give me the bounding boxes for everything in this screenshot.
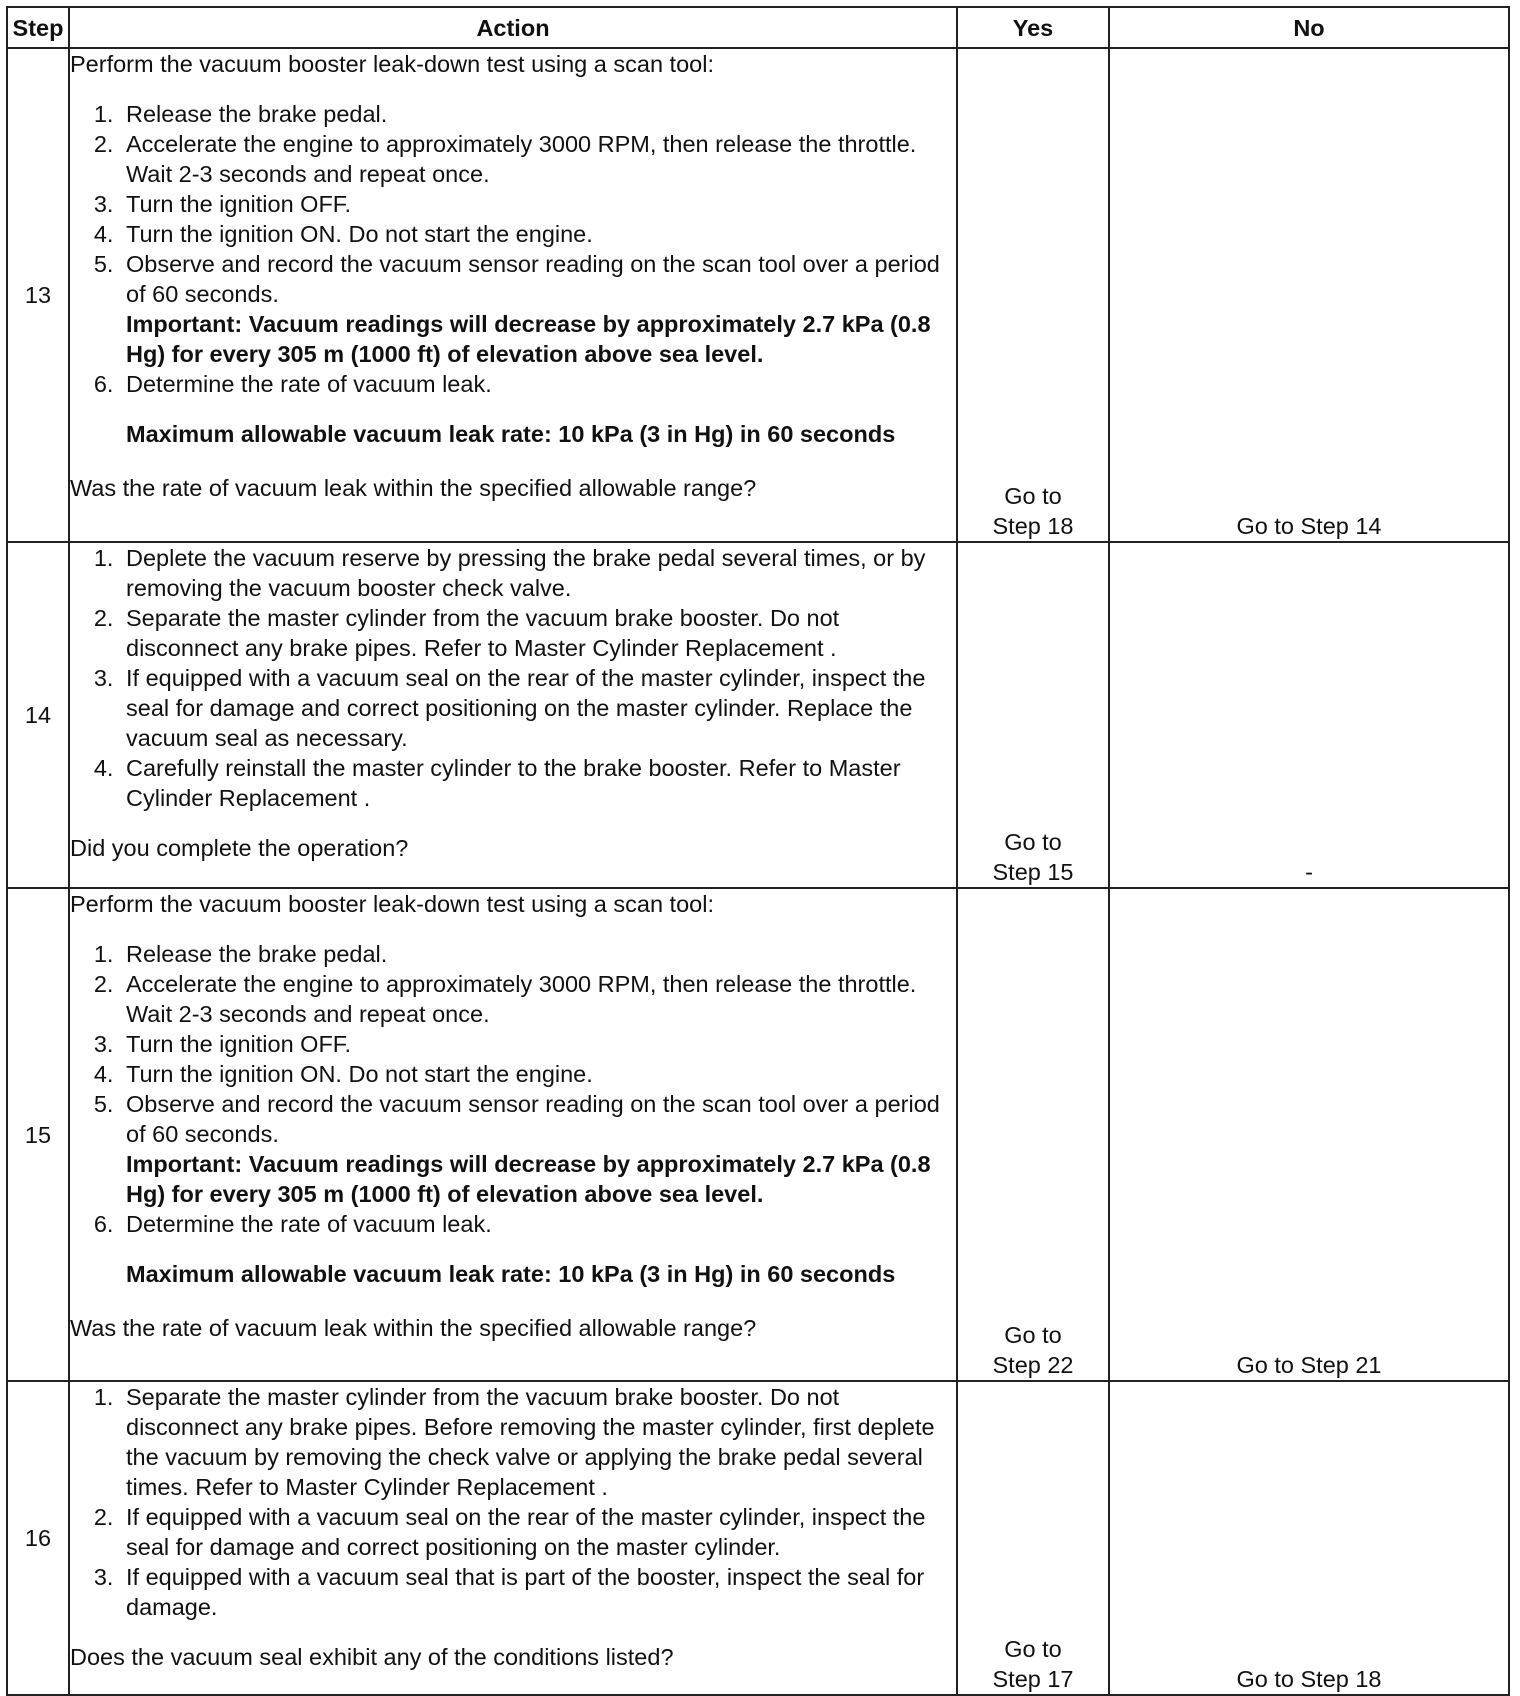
yes-cell	[957, 48, 1109, 542]
question-text: Was the rate of vacuum leak within the specified allowable range?	[70, 475, 757, 501]
yes-goto: Go to	[1004, 829, 1062, 855]
header-yes: Yes	[957, 7, 1109, 48]
diagnostic-table	[6, 6, 1510, 1696]
no-cell: Go to Step 21	[1109, 888, 1509, 1381]
yes-step: Step 22	[992, 1352, 1074, 1378]
action-cell	[69, 48, 957, 542]
list-item: 2. Accelerate the engine to approximately 3000 RPM, then release the throttle. Wait 2-3 seconds and repeat once.	[120, 129, 956, 189]
step-number: 14	[7, 542, 69, 888]
question-text: Did you complete the operation?	[70, 835, 409, 861]
table-row	[7, 48, 1509, 542]
action-cell	[69, 888, 957, 1381]
important-note: Important: Vacuum readings will decrease by approximately 2.7 kPa (0.8 Hg) for every 305 m (1000 ft) of elevation above sea level.	[126, 311, 931, 367]
list-item: 3. If equipped with a vacuum seal on the rear of the master cylinder, inspect the seal for damage and correct positioning on the master cylinder. Replace the vacuum seal as necessary.	[120, 663, 956, 753]
list-item: 6. Determine the rate of vacuum leak.	[120, 369, 956, 399]
procedure-list	[70, 939, 956, 1239]
step-number: 16	[7, 1381, 69, 1695]
important-note: Important: Vacuum readings will decrease by approximately 2.7 kPa (0.8 Hg) for every 305 m (1000 ft) of elevation above sea level.	[126, 1151, 931, 1207]
table-row	[7, 888, 1509, 1381]
header-action: Action	[69, 7, 957, 48]
spec-text: Maximum allowable vacuum leak rate: 10 kPa (3 in Hg) in 60 seconds	[126, 421, 896, 447]
list-item: 3. Turn the ignition OFF.	[120, 189, 956, 219]
yes-goto: Go to	[1004, 483, 1062, 509]
no-cell: Go to Step 14	[1109, 48, 1509, 542]
yes-goto: Go to	[1004, 1636, 1062, 1662]
list-item: 1. Separate the master cylinder from the vacuum brake booster. Do not disconnect any brake pipes. Before removing the master cylinder, first deplete the vacuum by removing the check valve or applying the brake pedal several times. Refer to Master Cylinder Replacement .	[120, 1382, 956, 1502]
yes-step: Step 18	[992, 513, 1074, 539]
list-item-text: Observe and record the vacuum sensor reading on the scan tool over a period of 60 seconds.	[126, 1091, 940, 1147]
header-step: Step	[7, 7, 69, 48]
procedure-list	[70, 1382, 956, 1622]
header-row	[7, 7, 1509, 48]
header-no: No	[1109, 7, 1509, 48]
yes-cell	[957, 1381, 1109, 1695]
list-item: 1. Release the brake pedal.	[120, 939, 956, 969]
list-item: 2. Separate the master cylinder from the vacuum brake booster. Do not disconnect any brake pipes. Refer to Master Cylinder Replacement .	[120, 603, 956, 663]
action-cell	[69, 542, 957, 888]
list-item-text: Observe and record the vacuum sensor reading on the scan tool over a period of 60 seconds.	[126, 251, 940, 307]
action-intro: Perform the vacuum booster leak-down test using a scan tool:	[70, 51, 714, 77]
yes-step: Step 17	[992, 1666, 1074, 1692]
no-cell: Go to Step 18	[1109, 1381, 1509, 1695]
list-item: 1. Release the brake pedal.	[120, 99, 956, 129]
step-number: 13	[7, 48, 69, 542]
list-item	[120, 249, 956, 369]
procedure-list	[70, 543, 956, 813]
table-row	[7, 542, 1509, 888]
yes-goto: Go to	[1004, 1322, 1062, 1348]
action-cell	[69, 1381, 957, 1695]
yes-cell	[957, 542, 1109, 888]
question-text: Does the vacuum seal exhibit any of the conditions listed?	[70, 1644, 674, 1670]
list-item	[120, 1089, 956, 1209]
list-item: 4. Turn the ignition ON. Do not start the engine.	[120, 1059, 956, 1089]
action-intro: Perform the vacuum booster leak-down test using a scan tool:	[70, 891, 714, 917]
no-cell: -	[1109, 542, 1509, 888]
yes-step: Step 15	[992, 859, 1074, 885]
procedure-list	[70, 99, 956, 399]
step-number: 15	[7, 888, 69, 1381]
list-item: 1. Deplete the vacuum reserve by pressing the brake pedal several times, or by removing the vacuum booster check valve.	[120, 543, 956, 603]
list-item: 4. Turn the ignition ON. Do not start the engine.	[120, 219, 956, 249]
yes-cell	[957, 888, 1109, 1381]
list-item: 3. If equipped with a vacuum seal that is part of the booster, inspect the seal for damage.	[120, 1562, 956, 1622]
list-item: 2. Accelerate the engine to approximately 3000 RPM, then release the throttle. Wait 2-3 seconds and repeat once.	[120, 969, 956, 1029]
list-item: 2. If equipped with a vacuum seal on the rear of the master cylinder, inspect the seal for damage and correct positioning on the master cylinder.	[120, 1502, 956, 1562]
table-row	[7, 1381, 1509, 1695]
question-text: Was the rate of vacuum leak within the specified allowable range?	[70, 1315, 757, 1341]
list-item: 6. Determine the rate of vacuum leak.	[120, 1209, 956, 1239]
list-item: 4. Carefully reinstall the master cylinder to the brake booster. Refer to Master Cylinder Replacement .	[120, 753, 956, 813]
list-item: 3. Turn the ignition OFF.	[120, 1029, 956, 1059]
spec-text: Maximum allowable vacuum leak rate: 10 kPa (3 in Hg) in 60 seconds	[126, 1261, 896, 1287]
